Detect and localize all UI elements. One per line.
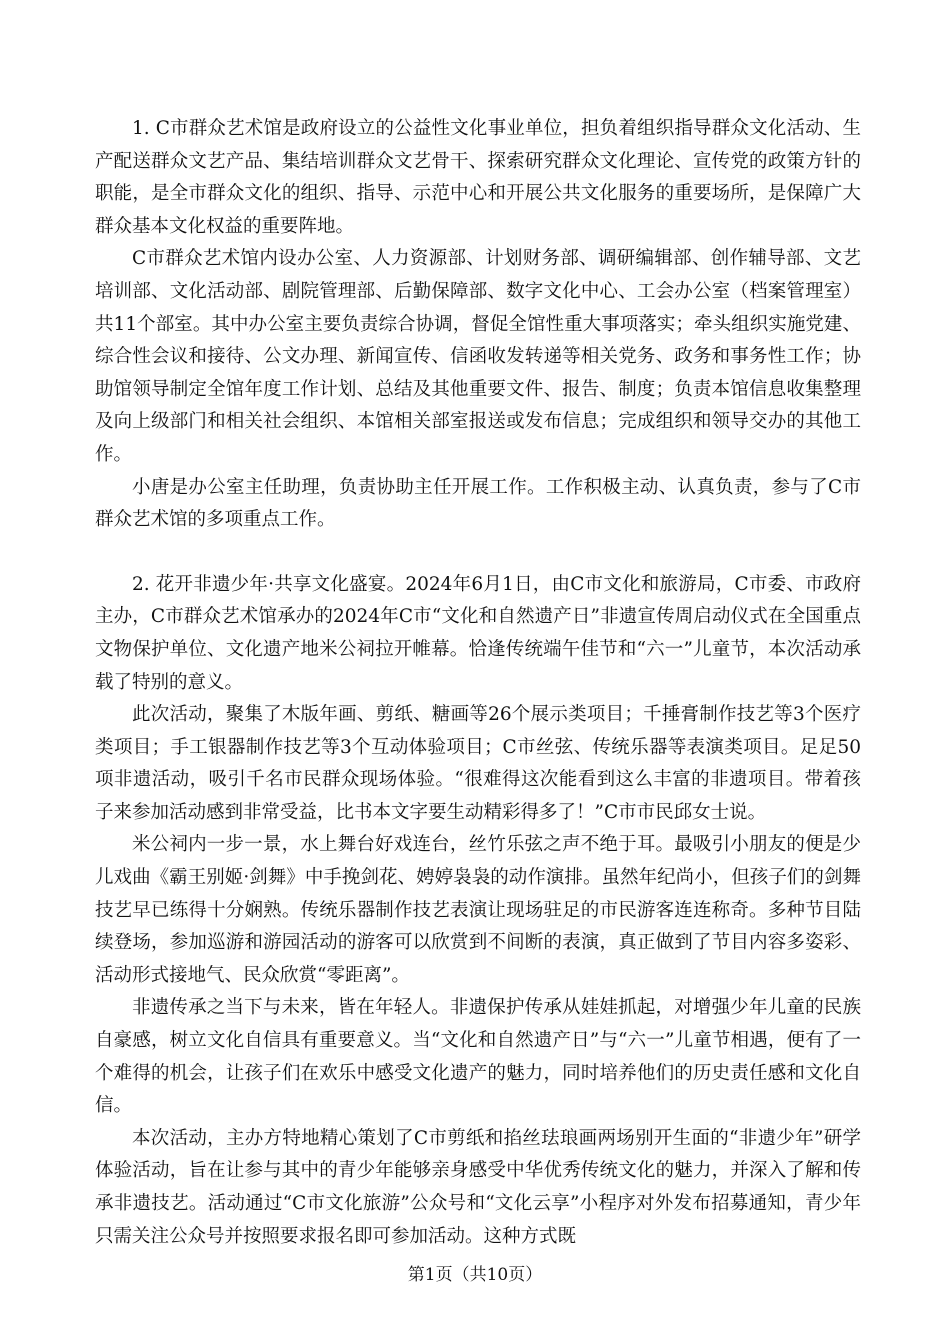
paragraph: 米公祠内一步一景，水上舞台好戏连台，丝竹乐弦之声不绝于耳。最吸引小朋友的便是少儿戏曲《霸王别姬·剑舞》中手挽剑花、娉婷袅袅的动作演排。虽然年纪尚小，但孩子们的剑舞技艺早已练得十分娴熟。传统乐器制作技艺表演让现场驻足的市民游客连连称奇。多种节目陆续登场，参加巡游和游园活动的游客可以欣赏到不间断的表演，真正做到了节目内容多姿彩、活动形式接地气、民众欣赏“零距离”。 (95, 834, 861, 986)
paragraph: 小唐是办公室主任助理，负责协助主任开展工作。工作积极主动、认真负责，参与了C市群众艺术馆的多项重点工作。 (95, 476, 861, 531)
paragraph: 本次活动，主办方特地精心策划了C市剪纸和掐丝珐琅画两场别开生面的“非遗少年”研学体验活动，旨在让参与其中的青少年能够亲身感受中华优秀传统文化的魅力，并深入了解和传承非遗技艺。活动通过“C市文化旅游”公众号和“文化云享”小程序对外发布招募通知，青少年只需关注公众号并按照要求报名即可参加活动。这种方式既 (95, 1127, 861, 1247)
paragraph: 此次活动，聚集了木版年画、剪纸、糖画等26个展示类项目；千捶膏制作技艺等3个医疗类项目；手工银器制作技艺等3个互动体验项目；C市丝弦、传统乐器等表演类项目。足足50项非遗活动，吸引千名市民群众现场体验。“很难得这次能看到这么丰富的非遗项目。带着孩子来参加活动感到非常受益，比书本文字要生动精彩得多了！”C市市民邱女士说。 (95, 704, 861, 823)
page-number: 第1页（共10页） (407, 1265, 543, 1285)
section-spacer (95, 537, 861, 569)
section-2 (95, 569, 861, 1253)
paragraph: 1. C市群众艺术馆是政府设立的公益性文化事业单位，担负着组织指导群众文化活动、生产配送群众文艺产品、集结培训群众文艺骨干、探索研究群众文化理论、宣传党的政策方针的职能，是全市群众文化的组织、指导、示范中心和开展公共文化服务的重要场所，是保障广大群众基本文化权益的重要阵地。 (95, 118, 861, 237)
document-body (95, 113, 861, 1253)
paragraph: C市群众艺术馆内设办公室、人力资源部、计划财务部、调研编辑部、创作辅导部、文艺培训部、文化活动部、剧院管理部、后勤保障部、数字文化中心、工会办公室（档案管理室）共11个部室。其中办公室主要负责综合协调，督促全馆性重大事项落实；牵头组织实施党建、综合性会议和接待、公文办理、新闻宣传、信函收发转递等相关党务、政务和事务性工作；协助馆领导制定全馆年度工作计划、总结及其他重要文件、报告、制度；负责本馆信息收集整理及向上级部门和相关社会组织、本馆相关部室报送或发布信息；完成组织和领导交办的其他工作。 (95, 248, 861, 465)
paragraph: 非遗传承之当下与未来，皆在年轻人。非遗保护传承从娃娃抓起，对增强少年儿童的民族自豪感，树立文化自信具有重要意义。当“文化和自然遗产日”与“六一”儿童节相遇，便有了一个难得的机会，让孩子们在欢乐中感受文化遗产的魅力，同时培养他们的历史责任感和文化自信。 (95, 997, 861, 1117)
section-1 (95, 113, 861, 537)
paragraph: 2. 花开非遗少年·共享文化盛宴。2024年6月1日，由C市文化和旅游局，C市委、市政府主办，C市群众艺术馆承办的2024年C市“文化和自然遗产日”非遗宣传周启动仪式在全国重点文物保护单位、文化遗产地米公祠拉开帷幕。恰逢传统端午佳节和“六一”儿童节，本次活动承载了特别的意义。 (95, 573, 861, 693)
